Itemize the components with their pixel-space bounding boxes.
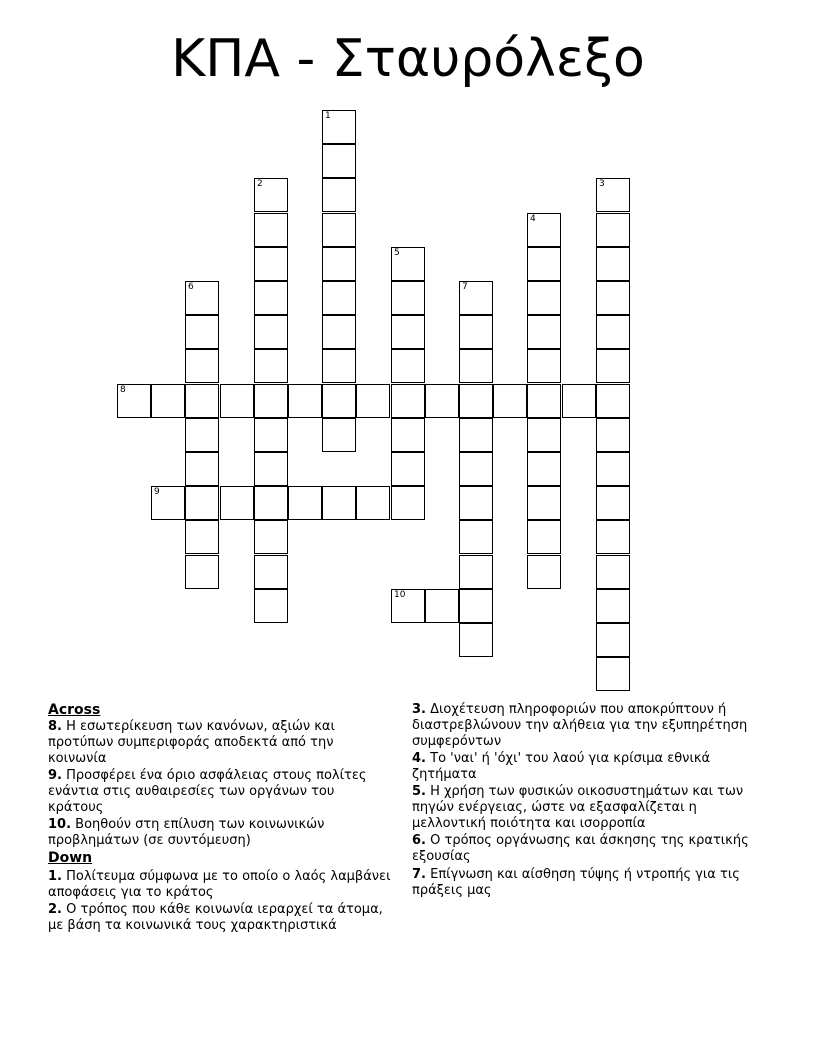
grid-cell[interactable] [459, 452, 493, 486]
grid-cell[interactable] [391, 315, 425, 349]
clue-down-2 [48, 902, 393, 934]
grid-cell[interactable] [596, 418, 630, 452]
grid-cell[interactable] [322, 281, 356, 315]
grid-cell[interactable] [185, 452, 219, 486]
grid-cell[interactable] [322, 178, 356, 212]
grid-cell[interactable] [391, 486, 425, 520]
clue-text: Πολίτευμα σύμφωνα με το οποίο ο λαός λαμβάνει αποφάσεις για το κράτος [48, 869, 391, 900]
clue-number: 8. [48, 719, 62, 734]
grid-cell[interactable] [596, 178, 630, 212]
grid-cell[interactable] [391, 452, 425, 486]
grid-cell[interactable] [391, 281, 425, 315]
clue-number: 10. [48, 817, 72, 832]
grid-cell[interactable] [596, 315, 630, 349]
clue-text: Ο τρόπος οργάνωσης και άσκησης της κρατικής εξουσίας [412, 833, 749, 864]
grid-cell[interactable] [459, 418, 493, 452]
grid-cell[interactable] [527, 486, 561, 520]
grid-cell[interactable] [254, 247, 288, 281]
grid-cell[interactable] [459, 315, 493, 349]
grid-cell[interactable] [322, 384, 356, 418]
grid-cell[interactable] [425, 384, 459, 418]
grid-cell[interactable] [185, 281, 219, 315]
grid-cell[interactable] [185, 555, 219, 589]
grid-cell[interactable] [459, 349, 493, 383]
grid-cell[interactable] [596, 213, 630, 247]
grid-cell[interactable] [562, 384, 596, 418]
grid-cell[interactable] [322, 349, 356, 383]
grid-cell[interactable] [596, 281, 630, 315]
grid-cell[interactable] [220, 486, 254, 520]
grid-cell[interactable] [527, 555, 561, 589]
grid-cell[interactable] [596, 623, 630, 657]
grid-cell[interactable] [185, 384, 219, 418]
grid-cell[interactable] [254, 589, 288, 623]
down-heading: Down [48, 850, 93, 866]
grid-cell[interactable] [459, 384, 493, 418]
grid-cell[interactable] [459, 486, 493, 520]
grid-cell[interactable] [322, 486, 356, 520]
grid-cell[interactable] [356, 486, 390, 520]
clue-text: Προσφέρει ένα όριο ασφάλειας στους πολίτες ενάντια στις αυθαιρεσίες των οργάνων του κράτους [48, 768, 367, 815]
grid-cell[interactable] [391, 418, 425, 452]
clue-number-label: 2 [257, 179, 263, 189]
grid-cell[interactable] [459, 520, 493, 554]
clue-number-label: 1 [325, 111, 331, 121]
clue-across-10 [48, 817, 393, 849]
grid-cell[interactable] [254, 418, 288, 452]
grid-cell[interactable] [254, 213, 288, 247]
grid-cell[interactable] [220, 384, 254, 418]
clue-down-1 [48, 869, 393, 901]
grid-cell[interactable] [185, 418, 219, 452]
grid-cell[interactable] [596, 520, 630, 554]
grid-cell[interactable] [185, 520, 219, 554]
clue-number: 5. [412, 784, 426, 799]
grid-cell[interactable] [185, 486, 219, 520]
clue-number-label: 8 [120, 385, 126, 395]
clue-text: Η εσωτερίκευση των κανόνων, αξιών και προτύπων συμπεριφοράς αποδεκτά από την κοινωνία [48, 719, 335, 766]
clue-text: Βοηθούν στη επίλυση των κοινωνικών προβλημάτων (σε συντόμευση) [48, 817, 325, 848]
grid-cell[interactable] [596, 247, 630, 281]
grid-cell[interactable] [527, 418, 561, 452]
grid-cell[interactable] [391, 384, 425, 418]
clue-text: Ο τρόπος που κάθε κοινωνία ιεραρχεί τα άτομα, με βάση τα κοινωνικά τους χαρακτηριστικά [48, 902, 383, 933]
grid-cell[interactable] [459, 623, 493, 657]
grid-cell[interactable] [493, 384, 527, 418]
clue-number: 4. [412, 751, 426, 766]
grid-cell[interactable] [117, 384, 151, 418]
grid-cell[interactable] [459, 555, 493, 589]
grid-cell[interactable] [527, 247, 561, 281]
clue-text: Η χρήση των φυσικών οικοσυστημάτων και των πηγών ενέργειας, ώστε να εξασφαλίζεται η μελλοντική ποιότητα και ισορροπία [412, 784, 744, 831]
clue-number-label: 4 [530, 214, 536, 224]
grid-cell[interactable] [425, 589, 459, 623]
clue-number-label: 10 [394, 590, 406, 600]
grid-cell[interactable] [596, 349, 630, 383]
clue-number-label: 9 [154, 487, 160, 497]
clue-number-label: 3 [599, 179, 605, 189]
clue-text: Το 'ναι' ή 'όχι' του λαού για κρίσιμα εθνικά ζητήματα [412, 751, 711, 782]
clue-down-5 [412, 784, 772, 832]
grid-cell[interactable] [322, 418, 356, 452]
grid-cell[interactable] [322, 213, 356, 247]
clue-text: Επίγνωση και αίσθηση τύψης ή ντροπής για τις πράξεις μας [412, 867, 740, 898]
clue-number-label: 6 [188, 282, 194, 292]
clue-number: 7. [412, 867, 426, 882]
grid-cell[interactable] [254, 384, 288, 418]
clue-text: Διοχέτευση πληροφοριών που αποκρύπτουν ή διαστρεβλώνουν την αλήθεια για την εξυπηρέτηση συμφερόντων [412, 702, 748, 749]
grid-cell[interactable] [322, 144, 356, 178]
grid-cell[interactable] [527, 520, 561, 554]
grid-cell[interactable] [596, 555, 630, 589]
grid-cell[interactable] [391, 247, 425, 281]
clue-across-8 [48, 719, 393, 767]
grid-cell[interactable] [459, 281, 493, 315]
grid-cell[interactable] [527, 281, 561, 315]
grid-cell[interactable] [254, 555, 288, 589]
grid-cell[interactable] [322, 315, 356, 349]
grid-cell[interactable] [254, 452, 288, 486]
clue-number-label: 5 [394, 248, 400, 258]
grid-cell[interactable] [527, 452, 561, 486]
page-title: ΚΠΑ - Σταυρόλεξο [171, 29, 645, 89]
grid-cell[interactable] [288, 486, 322, 520]
grid-cell[interactable] [596, 589, 630, 623]
grid-cell[interactable] [527, 384, 561, 418]
clue-number: 9. [48, 768, 62, 783]
grid-cell[interactable] [254, 281, 288, 315]
grid-cell[interactable] [254, 486, 288, 520]
clue-number: 2. [48, 902, 62, 917]
across-heading: Across [48, 702, 101, 718]
grid-cell[interactable] [254, 520, 288, 554]
grid-cell[interactable] [322, 247, 356, 281]
grid-cell[interactable] [254, 178, 288, 212]
clue-down-4 [412, 751, 772, 783]
clues-left-column [48, 702, 393, 935]
grid-cell[interactable] [151, 486, 185, 520]
grid-cell[interactable] [288, 384, 322, 418]
grid-cell[interactable] [527, 315, 561, 349]
clues-right-column [412, 702, 772, 900]
grid-cell[interactable] [527, 213, 561, 247]
clue-down-7 [412, 867, 772, 899]
grid-cell[interactable] [185, 315, 219, 349]
grid-cell[interactable] [151, 384, 185, 418]
grid-cell[interactable] [391, 349, 425, 383]
clue-across-9 [48, 768, 393, 816]
grid-cell[interactable] [185, 349, 219, 383]
grid-cell[interactable] [596, 384, 630, 418]
clue-down-6 [412, 833, 772, 865]
grid-cell[interactable] [254, 315, 288, 349]
clue-number-label: 7 [462, 282, 468, 292]
grid-cell[interactable] [459, 589, 493, 623]
grid-cell[interactable] [596, 657, 630, 691]
grid-cell[interactable] [356, 384, 390, 418]
grid-cell[interactable] [391, 589, 425, 623]
grid-cell[interactable] [596, 486, 630, 520]
clue-number: 3. [412, 702, 426, 717]
grid-cell[interactable] [322, 110, 356, 144]
grid-cell[interactable] [527, 349, 561, 383]
grid-cell[interactable] [254, 349, 288, 383]
grid-cell[interactable] [596, 452, 630, 486]
clue-number: 6. [412, 833, 426, 848]
clue-number: 1. [48, 869, 62, 884]
clue-down-3 [412, 702, 772, 750]
